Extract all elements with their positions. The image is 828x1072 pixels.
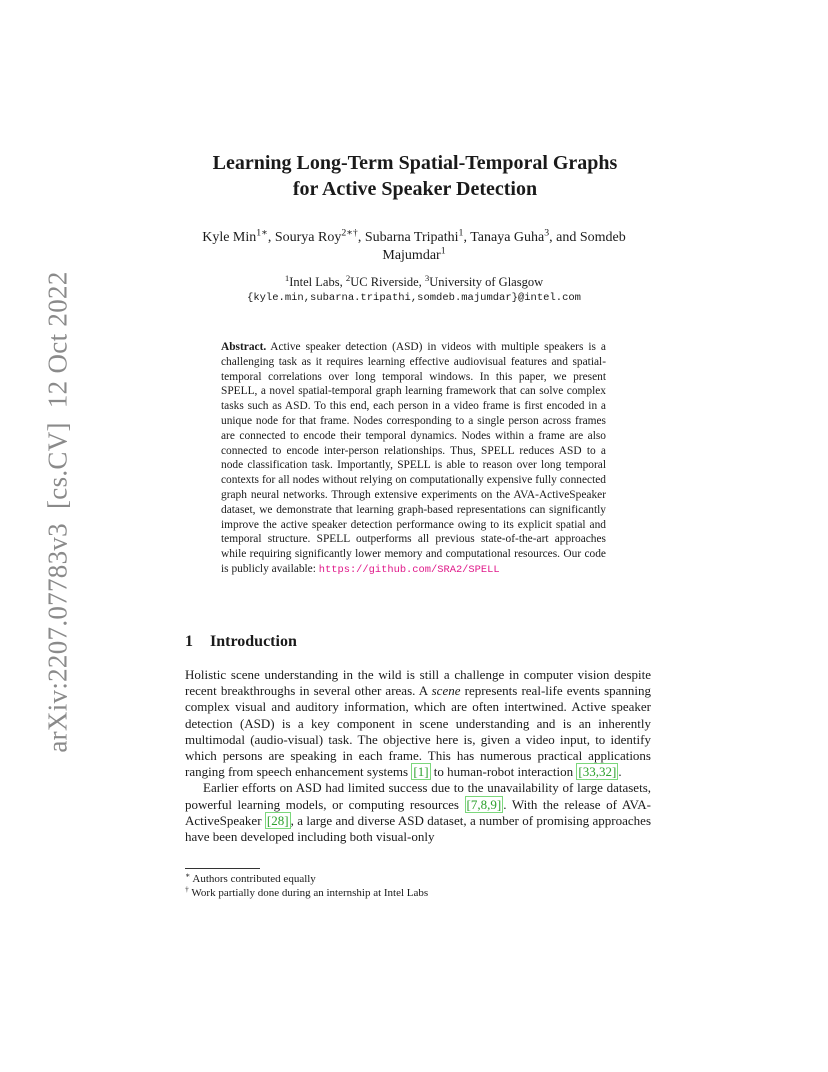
affiliation-line <box>176 274 652 290</box>
paragraph <box>185 780 651 845</box>
affil-marker: 2 <box>345 272 351 283</box>
author-name: Kyle Min <box>202 230 257 245</box>
author-emails: {kyle.min,subarna.tripathi,somdeb.majumdar}@intel.com <box>247 292 581 304</box>
title-line-2: for Active Speaker Detection <box>292 178 538 200</box>
author-name: Somdeb Majumdar <box>382 230 626 263</box>
arxiv-id: arXiv:2207.07783v3 <box>42 523 73 753</box>
author-list: Kyle Min$^{1∗}$, Sourya Roy$^{2∗\dagger}$, Subarna Tripathi$^1$, Tanaya Guha$^3$, and Somdeb Majumdar$^1$ <box>202 227 626 263</box>
author-name: Tanaya Guha <box>470 230 545 245</box>
text-run: . <box>618 764 622 780</box>
footnote-marker: † <box>185 884 189 894</box>
affiliations <box>176 274 652 306</box>
code-link[interactable]: https://github.com/SRA2/SPELL <box>318 563 500 576</box>
section-title: Introduction <box>210 633 297 650</box>
text-run: Holistic scene understanding in the wild is still a challenge in computer vision despite recent breakthroughs in several other areas. A <box>185 667 651 699</box>
author-marker: 1∗ <box>256 227 268 239</box>
abstract <box>221 340 606 578</box>
footnote-rule <box>185 868 260 869</box>
footnote <box>185 886 651 900</box>
intro-body <box>185 667 651 845</box>
footnote <box>185 872 651 886</box>
author-name: Sourya Roy <box>274 230 342 245</box>
section-heading <box>185 633 297 651</box>
arxiv-category: [cs.CV] <box>42 422 73 509</box>
affil-marker: 3 <box>424 272 430 283</box>
citation-link[interactable]: [28] <box>266 812 289 828</box>
author-conjunction: and <box>556 230 577 245</box>
emphasis: scene <box>431 683 461 699</box>
text-run: represents real-life events spanning complex visual and auditory information, which are often intertwined. Active speaker detection (ASD) is a key component in scene understanding and is an inherently multimodal (audio-visual) task. The objective here is, given a video input, to identify which persons are speaking in each frame. This has numerous practical applications ranging from speech enhancement systems <box>185 683 652 780</box>
paper-title <box>120 150 710 202</box>
affil-marker: 1 <box>284 272 290 283</box>
abstract-text: Active speaker detection (ASD) in videos with multiple speakers is a challenging task as it requires learning effective audiovisual features and spatial-temporal correlations over long temporal windows. In this paper, we present SPELL, a novel spatial-temporal graph learning framework that can solve complex tasks such as ASD. To this end, each person in a video frame is first encoded in a unique node for that frame. Nodes corresponding to a single person across frames are connected to encode their temporal dynamics. Nodes within a frame are also connected to encode inter-person relationships. Thus, SPELL reduces ASD to a node classification task. Importantly, SPELL is able to reason over long temporal contexts for all nodes without relying on computationally expensive fully connected graph neural networks. Through extensive experiments on the AVA-ActiveSpeaker dataset, we demonstrate that learning graph-based representations can significantly improve the active speaker detection performance owing to its explicit spatial and temporal structure. SPELL outperforms all previous state-of-the-art approaches while requiring significantly lower memory and computational resources. Our code is publicly available: <box>221 341 606 575</box>
footnote-text: Authors contributed equally <box>192 873 316 885</box>
author-name: Subarna Tripathi <box>364 230 459 245</box>
title-line-1: Learning Long-Term Spatial-Temporal Graphs <box>212 152 618 174</box>
footnote-text: Work partially done during an internship at Intel Labs <box>191 887 429 899</box>
footnote-marker: ∗ <box>185 870 191 880</box>
affil-name: University of Glasgow <box>429 275 544 289</box>
author-marker: 1 <box>458 227 464 239</box>
paragraph <box>185 667 651 780</box>
citation-link[interactable]: [1] <box>413 764 429 780</box>
citation-link[interactable]: [33,32] <box>578 764 617 780</box>
section-number: 1 <box>185 633 193 650</box>
affil-name: UC Riverside, <box>350 275 422 289</box>
arxiv-side-stamp <box>43 271 74 752</box>
text-run: to human-robot interaction <box>433 764 574 780</box>
footnotes <box>185 872 651 900</box>
abstract-label: Abstract. <box>221 341 267 353</box>
arxiv-date: 12 Oct 2022 <box>42 271 73 409</box>
author-marker: 3 <box>544 227 550 239</box>
author-marker: 2∗† <box>341 227 358 239</box>
affil-name: Intel Labs, <box>289 275 343 289</box>
citation-link[interactable]: [7,8,9] <box>466 796 502 812</box>
author-marker: 1 <box>440 245 446 257</box>
text-run: , a large and diverse ASD dataset, a number of promising approaches have been developed including both visual-only <box>185 812 652 845</box>
text-run: Earlier efforts on ASD had limited success due to the unavailability of large datasets, powerful learning models, or computing resources <box>185 780 651 812</box>
text-run: . With the release of AVA-ActiveSpeaker <box>185 796 651 828</box>
